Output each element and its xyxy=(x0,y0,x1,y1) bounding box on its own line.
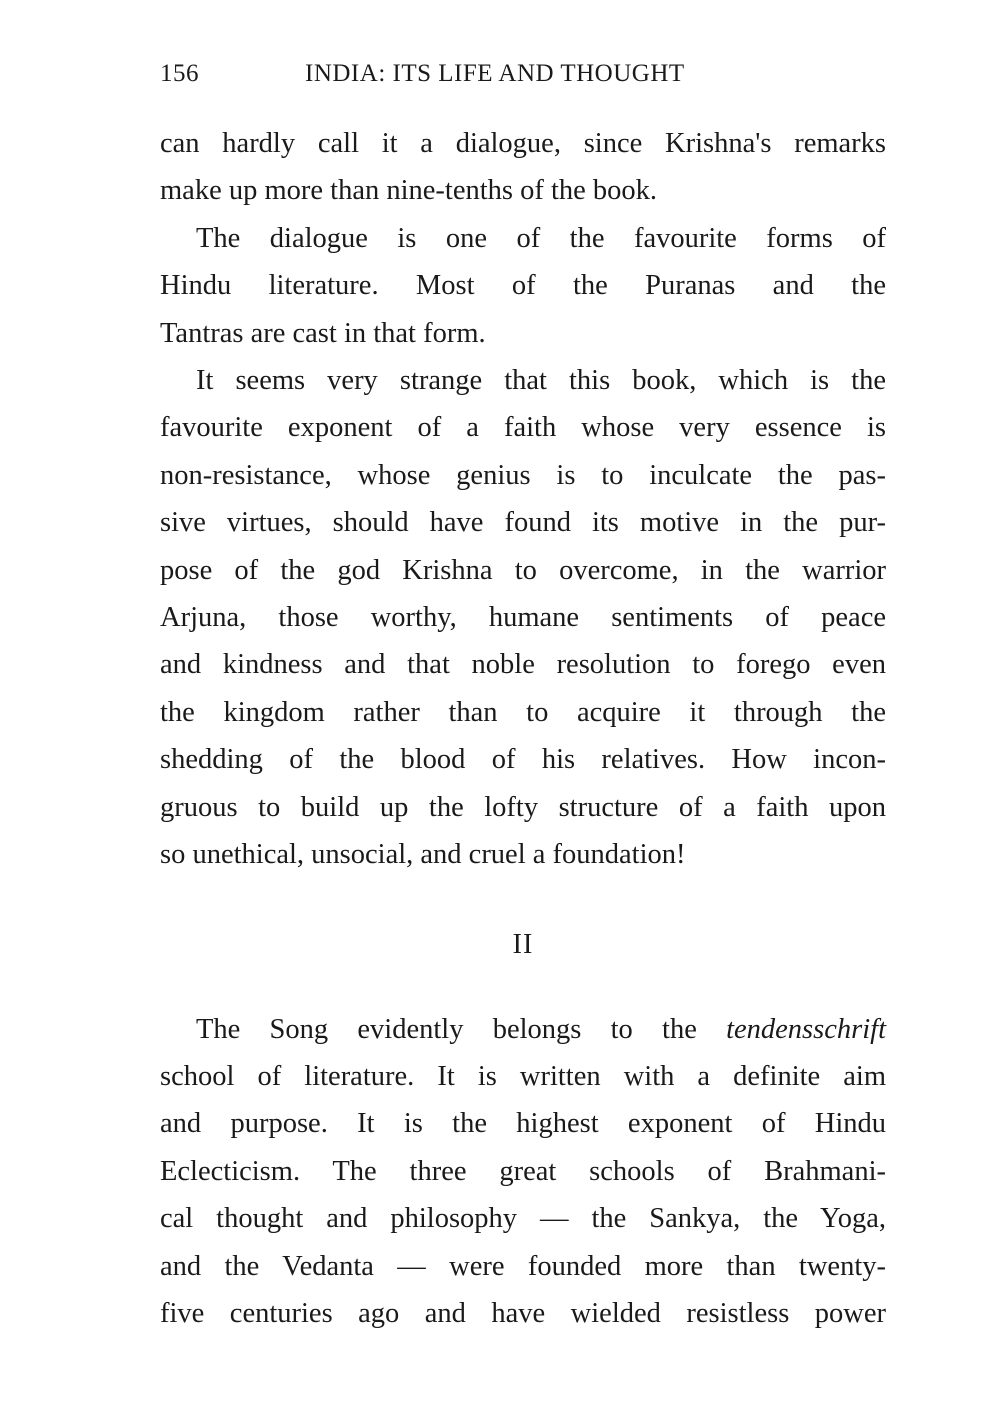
text-line: can hardly call it a dialogue, since Krishna's remarks xyxy=(160,128,886,159)
text-line: favourite exponent of a faith whose very essence is xyxy=(160,412,886,444)
text-line: Eclecticism. The three great schools of Brahmani- xyxy=(160,1155,886,1187)
text-line: shedding of the blood of his relatives. How incon- xyxy=(160,744,886,776)
text-line: Hindu literature. Most of the Puranas and the xyxy=(160,270,886,302)
body-text xyxy=(160,120,886,1337)
text-line: five centuries ago and have wielded resistless power xyxy=(160,1297,886,1329)
text-line: pose of the god Krishna to overcome, in the warrior xyxy=(160,554,886,586)
text-run: The Song evidently belongs to the xyxy=(196,1013,727,1045)
page-number: 156 xyxy=(160,60,199,87)
paragraph-3 xyxy=(160,357,886,878)
text-line: cal thought and philosophy — the Sankya, the Yoga, xyxy=(160,1203,886,1235)
text-line: and the Vedanta — were founded more than twenty- xyxy=(160,1250,886,1282)
running-title: INDIA: ITS LIFE AND THOUGHT xyxy=(305,60,685,87)
text-line: make up more than nine-tenths of the book. xyxy=(160,175,658,207)
text-line: It seems very strange that this book, which is the xyxy=(196,365,886,397)
text-line: sive virtues, should have found its motive in the pur- xyxy=(160,507,886,539)
text-line: school of literature. It is written with a definite aim xyxy=(160,1060,886,1092)
section-paragraph xyxy=(160,1006,886,1338)
text-line: Arjuna, those worthy, humane sentiments of peace xyxy=(160,602,886,634)
text-line: and kindness and that noble resolution to forego even xyxy=(160,649,886,681)
text-line: Tantras are cast in that form. xyxy=(160,317,486,349)
paragraph-1 xyxy=(160,120,886,215)
text-line: the kingdom rather than to acquire it through the xyxy=(160,696,886,728)
text-line xyxy=(160,1006,886,1053)
text-line: and purpose. It is the highest exponent of Hindu xyxy=(160,1108,886,1140)
italic-term: tendensschrift xyxy=(726,1013,886,1045)
running-head xyxy=(160,60,890,100)
section-number: II xyxy=(512,928,534,960)
paragraph-2 xyxy=(160,215,886,357)
text-line: gruous to build up the lofty structure of a faith upon xyxy=(160,791,886,823)
text-line: so unethical, unsocial, and cruel a foundation! xyxy=(160,839,686,871)
text-line: The dialogue is one of the favourite forms of xyxy=(196,222,886,254)
text-line: non-resistance, whose genius is to inculcate the pas- xyxy=(160,459,886,491)
